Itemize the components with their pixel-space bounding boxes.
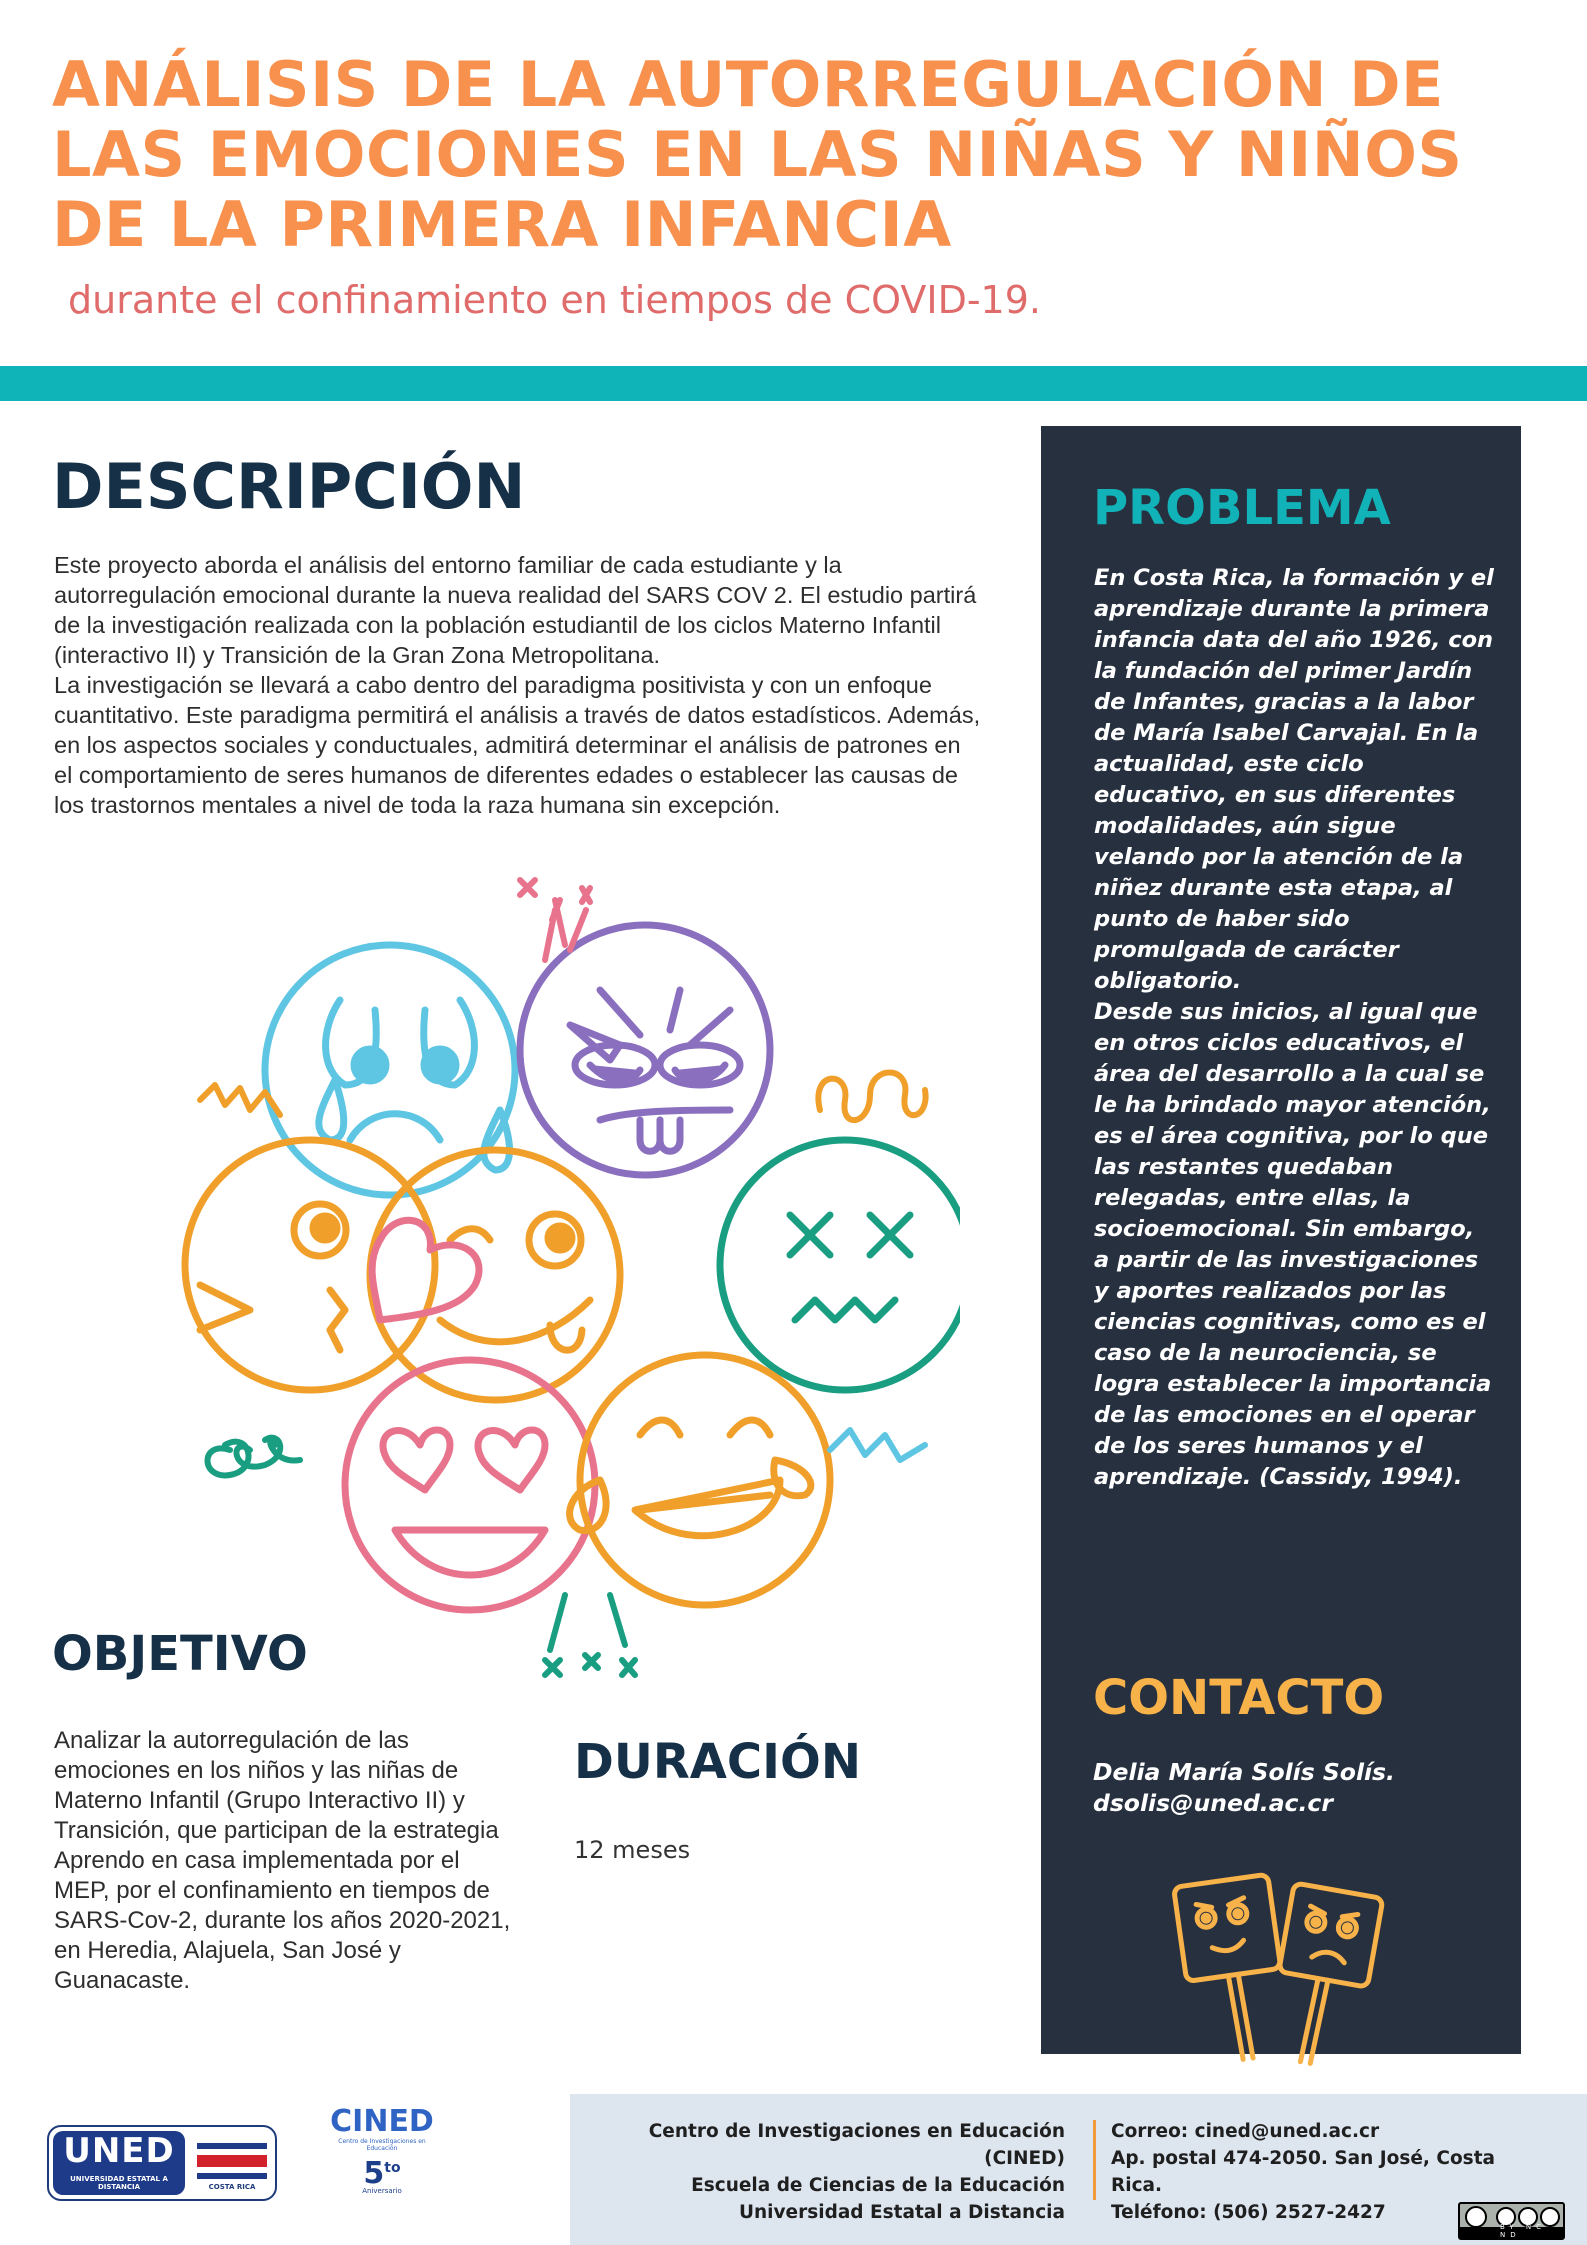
cined-anniversary-label: Aniversario <box>362 2187 402 2195</box>
problema-body <box>1094 563 1494 1493</box>
angry-face-icon <box>520 925 770 1175</box>
uned-logo <box>47 2125 277 2201</box>
footer-email-link[interactable]: Correo: cined@uned.ac.cr <box>1111 2121 1380 2142</box>
cined-logo-word: CINED <box>330 2104 434 2139</box>
footer-institution-line: Universidad Estatal a Distancia <box>738 2202 1065 2223</box>
costa-rica-flag-icon <box>197 2143 267 2179</box>
objetivo-heading: OBJETIVO <box>52 1626 308 1682</box>
uned-logo-country: COSTA RICA <box>208 2183 256 2191</box>
problema-heading: PROBLEMA <box>1093 480 1391 536</box>
sad-face-icon <box>265 945 515 1195</box>
footer-divider <box>1093 2120 1096 2200</box>
uned-logo-word: UNED <box>63 2131 175 2171</box>
descripcion-paragraph-1: Este proyecto aborda el análisis del entorno familiar de cada estudiante y la autorregulación emocional durante la nueva realidad del SARS COV 2. El estudio partirá de la investigación realizada con la población estudiantil de los ciclos Materno Infantil (interactivo II) y Transición de la Gran Zona Metropolitana. <box>54 552 977 668</box>
emotions-illustration <box>170 870 960 1685</box>
duracion-value: 12 meses <box>574 1836 691 1864</box>
header-divider-bar <box>0 366 1587 401</box>
uned-logo-subtitle: UNIVERSIDAD ESTATAL A DISTANCIA <box>70 2175 168 2191</box>
contact-email-link[interactable]: dsolis@uned.ac.cr <box>1093 1789 1333 1817</box>
duracion-heading: DURACIÓN <box>574 1734 861 1790</box>
objetivo-body: Analizar la autorregulación de las emociones en los niños y las niñas de Materno Infantil (Grupo Interactivo II) y Transición, que participan de la estrategia Aprendo en casa implementada por el MEP, por el confinamiento en tiempos de SARS-Cov-2, durante los años 2020-2021, en Heredia, Alajuela, San José y Guanacaste. <box>54 1727 511 1994</box>
footer-institution-line: Centro de Investigaciones en Educación (CINED) <box>648 2121 1065 2169</box>
creative-commons-icon <box>1458 2202 1565 2240</box>
contacto-heading: CONTACTO <box>1093 1670 1385 1726</box>
cined-logo <box>322 2106 442 2216</box>
contact-name: Delia María Solís Solís. <box>1093 1758 1395 1786</box>
descripcion-heading: DESCRIPCIÓN <box>52 450 526 523</box>
cc-license-labels: BY NC ND <box>1500 2223 1547 2239</box>
cined-anniversary-number: 5 <box>363 2156 385 2191</box>
protest-signs-illustration <box>1170 1870 1390 2070</box>
laughing-face-icon <box>570 1355 830 1605</box>
cined-anniversary-suffix: to <box>384 2160 401 2176</box>
footer-phone: Teléfono: (506) 2527-2427 <box>1111 2202 1386 2223</box>
problema-paragraph-1: En Costa Rica, la formación y el aprendizaje durante la primera infancia data del año 1926, con la fundación del primer Jardín de Infantes, gracias a la labor de María Isabel Carvajal. En la actualidad, este ciclo educativo, en sus diferentes modalidades, aún sigue velando por la atención de la niñez durante esta etapa, al punto de haber sido promulgada de carácter obligatorio. <box>1094 565 1494 994</box>
descripcion-body <box>54 550 984 820</box>
footer-institution-line: Escuela de Ciencias de la Educación <box>691 2175 1065 2196</box>
cined-logo-subtitle: Centro de Investigaciones en Educación <box>338 2138 426 2152</box>
footer-postal-address: Ap. postal 474-2050. San José, Costa Rica. <box>1111 2148 1496 2196</box>
problema-paragraph-2: Desde sus inicios, al igual que en otros ciclos educativos, el área del desarrollo a la cual se le ha brindado mayor atención, es el área cognitiva, por lo que las restantes quedaban relegadas, entre ellas, la socioemocional. Sin embargo, a partir de las investigaciones y aportes realizados por las ciencias cognitivas, como es el caso de la neurociencia, se logra establecer la importancia de las emociones en el operar de los seres humanos y el aprendizaje. (Cassidy, 1994). <box>1094 999 1492 1490</box>
poster-title: ANÁLISIS DE LA AUTORREGULACIÓN DE LAS EMOCIONES EN LAS NIÑAS Y NIÑOS DE LA PRIMERA INFANCIA <box>52 48 1463 261</box>
poster-subtitle: durante el confinamiento en tiempos de COVID-19. <box>68 278 1041 322</box>
dizzy-face-icon <box>720 1140 960 1390</box>
footer-institution <box>570 2118 1065 2226</box>
decoration-marks <box>200 880 926 1675</box>
cined-anniversary <box>322 2156 442 2191</box>
descripcion-paragraph-2: La investigación se llevará a cabo dentro del paradigma positivista y con un enfoque cuantitativo. Este paradigma permitirá el análisis a través de datos estadísticos. Además, en los aspectos sociales y conductuales, admitirá determinar el análisis de patrones en el comportamiento de seres humanos de diferentes edades o establecer las causas de los trastornos mentales a nivel de toda la raza humana sin excepción. <box>54 672 981 818</box>
